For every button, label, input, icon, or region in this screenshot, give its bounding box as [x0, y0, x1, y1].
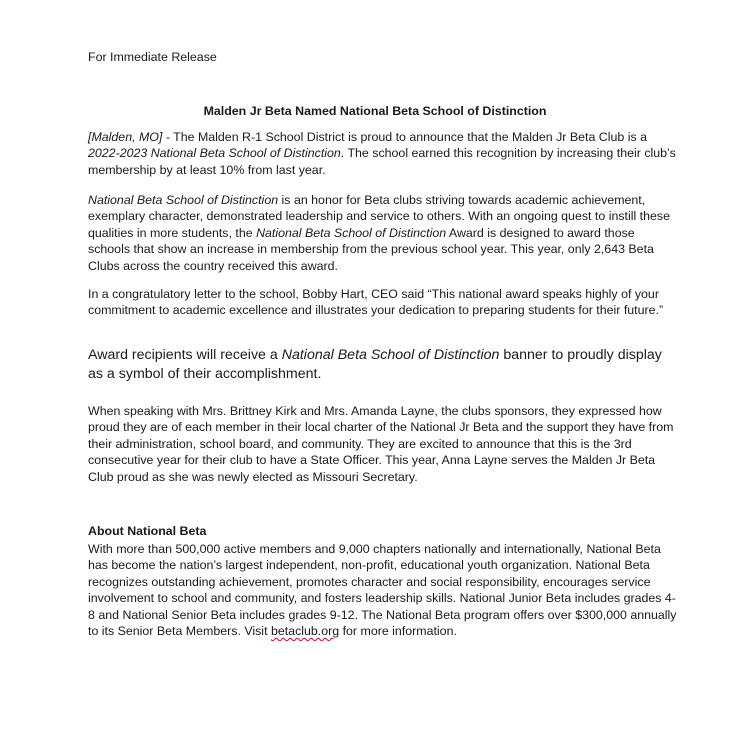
award-name: National Beta School of Distinction: [88, 193, 279, 207]
about-heading: About National Beta: [88, 524, 207, 538]
headline: Malden Jr Beta Named National Beta School of Distinction: [203, 104, 547, 118]
paragraph-intro: [88, 129, 678, 178]
intro-text-2: . The school earned this recognition by increasing their club’s membership by at least 10% from last year.: [88, 146, 676, 177]
about-text-1: With more than 500,000 active members and 9,000 chapters nationally and internationally, National Beta has become the nation’s largest independent, non-profit, educational youth organization. National Beta recognizes outstanding achievement, promotes character and social responsibility, encourages service involvement to school and community, and fosters leadership skills. National Junior Beta includes grades 4-8 and National Senior Beta includes grades 9-12. The National Beta program offers over $300,000 annually to its Senior Beta Members. Visit: [88, 542, 677, 639]
award-desc-text-2: Award is designed to award those schools that show an increase in membership from the previous school year. This year, only 2,643 Beta Clubs across the country received this award.: [88, 225, 654, 273]
intro-text-1: - The Malden R-1 School District is proud to announce that the Malden Jr Beta Club is a: [162, 130, 648, 144]
banner-text-1: Award recipients will receive a: [88, 347, 282, 363]
award-name: National Beta School of Distinction: [281, 347, 500, 363]
award-name: National Beta School of Distinction: [256, 225, 447, 240]
paragraph-ceo-quote: In a congratulatory letter to the school, Bobby Hart, CEO said “This national award speaks highly of your commitment to academic excellence and illustrates your dedication to preparing students for their future.”: [88, 287, 664, 318]
website-link[interactable]: betaclub.org: [270, 624, 340, 639]
banner-text-2: banner to proudly display as a symbol of their accomplishment.: [88, 347, 662, 382]
paragraph-sponsors: When speaking with Mrs. Brittney Kirk and Mrs. Amanda Layne, the clubs sponsors, they expressed how proud they are of each member in their local charter of the National Jr Beta and the support they have from their administration, school board, and community. They are excited to announce that this is the 3rd consecutive year for their club to have a State Officer. This year, Anna Layne serves the Malden Jr Beta Club proud as she was newly elected as Missouri Secretary.: [88, 404, 674, 484]
dateline: [Malden, MO]: [88, 130, 163, 144]
paragraph-banner: [88, 346, 678, 384]
award-desc-text-1: is an honor for Beta clubs striving towards academic achievement, exemplary character, demonstrated leadership and service to others. With an ongoing quest to instill these qualities in more students, the: [88, 193, 670, 240]
paragraph-award-description: [88, 192, 678, 274]
award-name: 2022-2023 National Beta School of Distinction: [88, 146, 341, 161]
release-label: For Immediate Release: [88, 50, 217, 64]
about-body: [88, 541, 678, 639]
about-text-2: for more information.: [339, 624, 457, 639]
